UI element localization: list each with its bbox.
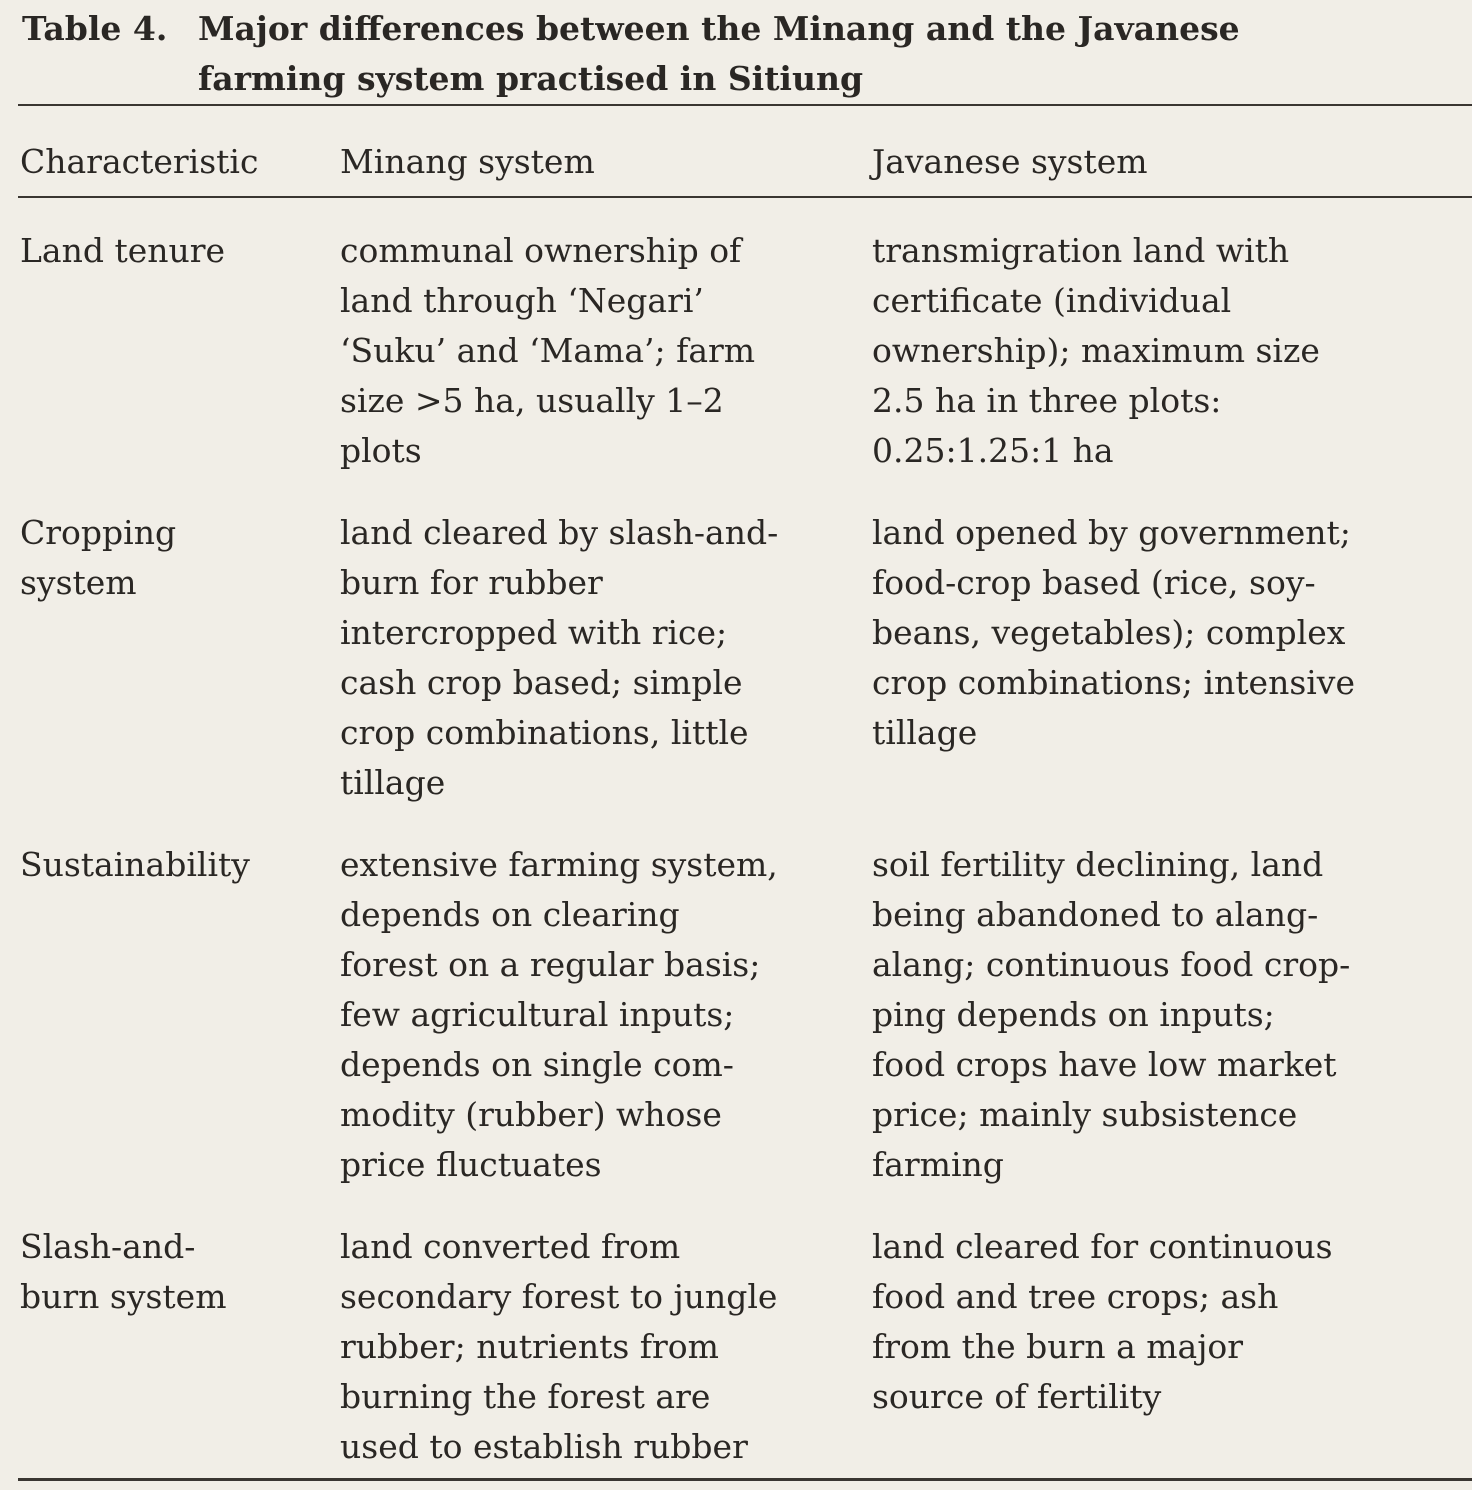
table-caption	[22, 4, 1442, 104]
column-header-characteristic: Characteristic	[20, 142, 259, 181]
row-land-tenure-characteristic: Land tenure	[20, 231, 226, 270]
row-sustainability-javanese: soil fertility declining, land being abandoned to alang- alang; continuous food crop- ping depends on inputs; food crops have low market price; mainly subsistence farming	[872, 845, 1351, 1184]
table-label: Table 4.	[22, 9, 168, 48]
row-land-tenure-javanese: transmigration land with certificate (individual ownership); maximum size 2.5 ha in three plots: 0.25:1.25:1 ha	[872, 231, 1320, 470]
table-title-line-1: Major differences between the Minang and the Javanese	[198, 9, 1240, 48]
row-slash-and-burn-characteristic: Slash-and- burn system	[20, 1227, 227, 1316]
table-top-rule	[18, 104, 1472, 106]
row-sustainability-minang: extensive farming system, depends on clearing forest on a regular basis; few agricultural inputs; depends on single com- modity (rubber) whose price fluctuates	[340, 845, 778, 1184]
row-slash-and-burn-javanese: land cleared for continuous food and tree crops; ash from the burn a major source of fertility	[872, 1227, 1333, 1416]
row-cropping-system-javanese: land opened by government; food-crop based (rice, soy- beans, vegetables); complex crop combinations; intensive tillage	[872, 513, 1355, 752]
table-header-rule	[18, 196, 1472, 198]
table-title-line-2: farming system practised in Sitiung	[198, 59, 864, 98]
row-cropping-system-minang: land cleared by slash-and- burn for rubber intercropped with rice; cash crop based; simple crop combinations, little tillage	[340, 513, 779, 802]
row-slash-and-burn-minang: land converted from secondary forest to jungle rubber; nutrients from burning the forest are used to establish rubber	[340, 1227, 778, 1466]
row-sustainability-characteristic: Sustainability	[20, 845, 250, 884]
row-cropping-system-characteristic: Cropping system	[20, 513, 177, 602]
column-header-javanese: Javanese system	[872, 142, 1148, 181]
column-header-minang: Minang system	[340, 142, 595, 181]
table-bottom-rule	[18, 1478, 1472, 1481]
row-land-tenure-minang: communal ownership of land through ‘Negari’ ‘Suku’ and ‘Mama’; farm size >5 ha, usually 1–2 plots	[340, 231, 756, 470]
